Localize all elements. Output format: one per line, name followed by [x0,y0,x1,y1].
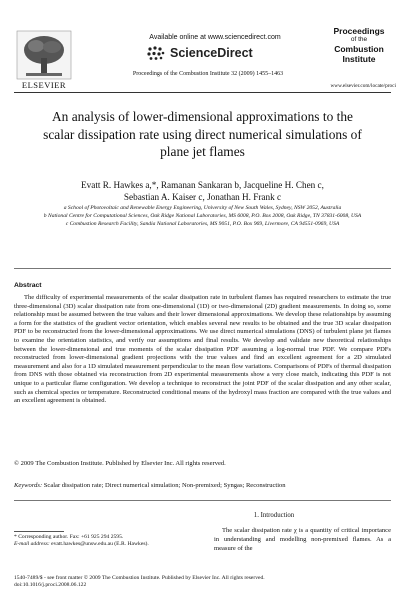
journal-citation: Proceedings of the Combustion Institute 32 (2009) 1455–1463 [132,71,284,77]
sciencedirect-name: ScienceDirect [170,46,253,60]
front-matter-info [14,575,391,589]
keywords [14,482,391,491]
available-online-text: Available online at www.sciencedirect.com [149,34,281,41]
email-note [14,541,204,548]
section-heading: 1. Introduction [253,512,295,519]
sciencedirect-mark-icon [146,45,166,61]
abstract-top-divider [14,268,391,269]
abstract-body: The difficulty of experimental measurements of the scalar dissipation rate in turbulent flames has required researchers to estimate the true three-dimensional (3D) scalar dissipation rate from one-dimensional (1D) or two-dimensional (2D) gradient measurements. In doing so, some relationship must be assumed between the true values and their lower dimensional approximations. We develop these relationships by assuming a form for the statistics of the gradient vector orientation, which enables several new results to be obtained and the true 3D scalar dissipation PDF to be reconstructed from the lower-dimensional approximations. We use direct numerical simulations (DNS) of turbulent plane jet flames to examine the orientation statistics, and verify our assumptions and final results. We develop and validate new theoretical relationships between the lower-dimensional and true moments of the scalar dissipation PDF assuming a log-normal true PDF. We compare PDFs reconstructed from lower-dimensional gradient projections with the true values and find an excellent agreement for a 2D simulated measurement and also for a 1D simulated measurement perpendicular to the mean flow variations. Comparisons of PDFs of thermal dissipation from DNS with those obtained via reconstruction from 2D experimental measurements show a very close match, indicating this PDF is not unique to a particular flame configuration. We develop a technique to reconstruct the joint PDF of the scalar dissipation and any other scalar, such as chemical species or temperature. Reconstructed conditional means of the hydroxyl mass fraction are compared with the true values and an excellent agreement is obtained. [14,294,391,405]
paper-title: An analysis of lower-dimensional approximations to the scalar dissipation rate using direct numerical simulations of plane jet flames [43,109,362,159]
email-address[interactable]: evatt.hawkes@unsw.edu.au (E.R. Hawkes). [51,541,149,548]
email-label: E-mail address: [14,541,50,548]
affiliation: a School of Photovoltaic and Renewable Energy Engineering, University of New South Wales, Sydney, NSW 2052, Australia [63,205,342,211]
journal-title-line: Combustion [334,44,384,54]
copyright-notice: © 2009 The Combustion Institute. Published by Elsevier Inc. All rights reserved. [14,460,226,467]
elsevier-tree-logo [16,30,72,80]
affiliations [30,205,375,229]
author-list [40,179,365,203]
publisher-name: ELSEVIER [21,80,67,90]
authors-line: Sebastian A. Kaiser c, Jonathan H. Frank c [123,192,282,202]
journal-url[interactable]: www.elsevier.com/locate/proci [330,83,396,89]
journal-title-block [327,26,391,64]
journal-title-line: Institute [342,54,376,64]
corresponding-author-note: * Corresponding author. Fax: +61 925 294 2595. [14,534,124,540]
authors-line: Evatt R. Hawkes a,*, Ramanan Sankaran b, Jacqueline H. Chen c, [81,180,324,190]
affiliation: c Combustion Research Facility, Sandia National Laboratories, MS 9051, P.O. Box 969, Livermore, CA 94551-0969, USA [65,221,340,228]
affiliation: b National Centre for Computational Sciences, Oak Ridge National Laboratories, MS 6008, P.O. Box 2008, Oak Ridge, TN 37831-6008, USA [43,213,362,220]
keywords-list: Scalar dissipation rate; Direct numerical simulation; Non-premixed; Syngas; Reconstruction [43,482,286,489]
footnote-divider [14,531,64,532]
journal-title-line: of the [350,36,368,43]
abstract-bottom-divider [14,500,391,501]
abstract-heading: Abstract [14,282,42,289]
issn-line: 1540-7489/$ - see front matter © 2009 The Combustion Institute. Published by Elsevier Inc. All rights reserved. [14,575,265,581]
sciencedirect-logo [146,44,276,62]
doi-line[interactable]: doi:10.1016/j.proci.2008.06.122 [14,582,87,589]
keywords-label: Keywords: [14,482,43,489]
footnote [14,534,204,549]
header-divider [14,92,391,93]
journal-title-line: Proceedings [333,26,385,36]
intro-paragraph: The scalar dissipation rate χ is a quantity of critical importance in understanding and modelling non-premixed flames. As a measure of the [214,527,391,552]
